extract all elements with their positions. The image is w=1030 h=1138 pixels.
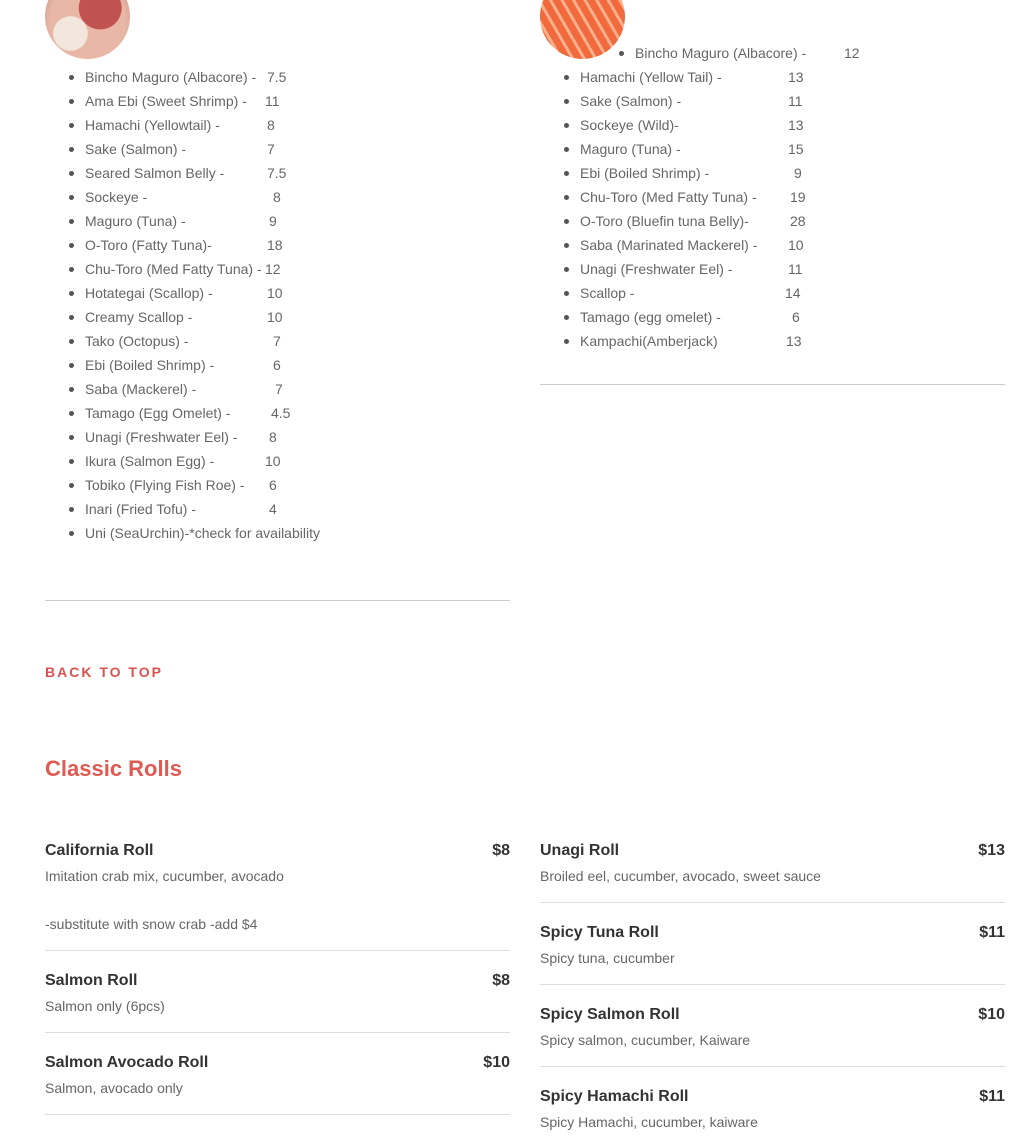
nigiri-item [85, 185, 320, 209]
nigiri-item [635, 41, 860, 65]
nigiri-item-price: 11 [265, 93, 280, 109]
roll-price: $10 [483, 1054, 510, 1071]
nigiri-item-price: 13 [788, 69, 804, 85]
nigiri-item-price: 7.5 [267, 165, 287, 181]
nigiri-photo-right [540, 0, 625, 59]
nigiri-item [85, 377, 320, 401]
nigiri-item [580, 209, 806, 233]
nigiri-item [580, 185, 806, 209]
nigiri-item-price: 12 [265, 261, 281, 277]
section-divider-right [540, 384, 1005, 385]
nigiri-item-name: Ebi (Boiled Shrimp) - [85, 357, 215, 373]
roll-name: Salmon Roll [45, 972, 138, 989]
nigiri-item-name: Hotategai (Scallop) - [85, 285, 213, 301]
nigiri-item-price: 6 [273, 357, 281, 373]
roll-divider [45, 1032, 510, 1033]
nigiri-item-name: Sake (Salmon) - [85, 141, 187, 157]
nigiri-item-price: 10 [265, 453, 281, 469]
nigiri-item [85, 305, 320, 329]
nigiri-item-name: Tobiko (Flying Fish Roe) - [85, 477, 245, 493]
nigiri-item-name: Creamy Scallop - [85, 309, 193, 325]
nigiri-item [85, 281, 320, 305]
nigiri-item [85, 209, 320, 233]
nigiri-item-price: 7 [273, 333, 281, 349]
nigiri-item-price: 28 [790, 213, 806, 229]
nigiri-item-name: Sockeye (Wild)- [580, 117, 679, 133]
nigiri-item-price: 10 [788, 237, 804, 253]
roll-name: California Roll [45, 842, 154, 859]
nigiri-item-name: O-Toro (Fatty Tuna)- [85, 237, 212, 253]
nigiri-item-name: Bincho Maguro (Albacore) - [85, 69, 257, 85]
nigiri-item [85, 473, 320, 497]
roll-divider [540, 984, 1005, 985]
nigiri-item [580, 233, 804, 257]
roll-name: Spicy Salmon Roll [540, 1006, 680, 1023]
nigiri-item [85, 353, 320, 377]
roll-description: Spicy tuna, cucumber [540, 950, 675, 966]
nigiri-item [580, 329, 802, 353]
nigiri-item [85, 233, 320, 257]
roll-description: Spicy Hamachi, cucumber, kaiware [540, 1114, 758, 1130]
nigiri-item-price: 13 [788, 117, 804, 133]
roll-name: Unagi Roll [540, 842, 620, 859]
nigiri-item-name: Maguro (Tuna) - [85, 213, 186, 229]
roll-price: $11 [979, 1088, 1005, 1105]
roll-divider [45, 1114, 510, 1115]
nigiri-item-price: 4 [269, 501, 277, 517]
nigiri-item-price: 15 [788, 141, 804, 157]
nigiri-item-name: Uni (SeaUrchin)-*check for availability [85, 525, 320, 541]
nigiri-item-price: 18 [267, 237, 283, 253]
nigiri-item-name: Saba (Marinated Mackerel) - [580, 237, 758, 253]
roll-divider [540, 902, 1005, 903]
nigiri-item-name: Scallop - [580, 285, 635, 301]
nigiri-item-name: Kampachi(Amberjack) [580, 333, 718, 349]
roll-price: $8 [492, 842, 510, 859]
back-to-top-link[interactable]: BACK TO TOP [45, 664, 163, 680]
nigiri-item-price: 11 [788, 261, 803, 277]
nigiri-item [580, 113, 804, 137]
nigiri-item [580, 161, 802, 185]
nigiri-item-name: Hamachi (Yellow Tail) - [580, 69, 722, 85]
nigiri-item-name: Tako (Octopus) - [85, 333, 189, 349]
nigiri-item [580, 257, 803, 281]
nigiri-item-name: Chu-Toro (Med Fatty Tuna) - [580, 189, 757, 205]
nigiri-item-price: 9 [794, 165, 802, 181]
nigiri-item-name: Hamachi (Yellowtail) - [85, 117, 220, 133]
roll-name: Salmon Avocado Roll [45, 1054, 209, 1071]
nigiri-item-name: Tamago (Egg Omelet) - [85, 405, 231, 421]
nigiri-list-right-first [635, 41, 860, 65]
nigiri-item-price: 7.5 [267, 69, 287, 85]
nigiri-item-price: 12 [844, 45, 860, 61]
roll-description: Salmon only (6pcs) [45, 998, 165, 1014]
nigiri-item [580, 65, 804, 89]
roll-price: $8 [492, 972, 510, 989]
nigiri-item [85, 89, 320, 113]
nigiri-item-name: Chu-Toro (Med Fatty Tuna) - [85, 261, 262, 277]
nigiri-list-right [580, 65, 806, 353]
roll-price: $11 [979, 924, 1005, 941]
nigiri-item [85, 65, 320, 89]
nigiri-item-price: 11 [788, 93, 803, 109]
nigiri-item [85, 425, 320, 449]
roll-description: Broiled eel, cucumber, avocado, sweet sauce [540, 868, 821, 884]
roll-name: Spicy Tuna Roll [540, 924, 659, 941]
nigiri-item-price: 10 [267, 285, 283, 301]
nigiri-photo-left [45, 0, 130, 59]
roll-description: Salmon, avocado only [45, 1080, 183, 1096]
nigiri-item-name: Ikura (Salmon Egg) - [85, 453, 215, 469]
nigiri-item-name: O-Toro (Bluefin tuna Belly)- [580, 213, 749, 229]
nigiri-item-name: Seared Salmon Belly - [85, 165, 225, 181]
nigiri-item [580, 305, 800, 329]
nigiri-item-price: 19 [790, 189, 806, 205]
nigiri-item-price: 7 [267, 141, 275, 157]
roll-price: $13 [978, 842, 1005, 859]
nigiri-item [85, 521, 320, 545]
nigiri-item [85, 161, 320, 185]
nigiri-item-price: 14 [785, 285, 801, 301]
nigiri-item [580, 89, 803, 113]
nigiri-item-name: Inari (Fried Tofu) - [85, 501, 196, 517]
nigiri-item-price: 10 [267, 309, 283, 325]
nigiri-item-name: Tamago (egg omelet) - [580, 309, 721, 325]
nigiri-item-name: Ama Ebi (Sweet Shrimp) - [85, 93, 247, 109]
nigiri-item [85, 113, 320, 137]
nigiri-item-price: 9 [269, 213, 277, 229]
roll-note: -substitute with snow crab -add $4 [45, 916, 258, 932]
nigiri-item [85, 401, 320, 425]
nigiri-item [85, 449, 320, 473]
roll-divider [540, 1066, 1005, 1067]
nigiri-item-price: 8 [273, 189, 281, 205]
nigiri-item-name: Sake (Salmon) - [580, 93, 682, 109]
nigiri-item [85, 137, 320, 161]
nigiri-item [580, 137, 804, 161]
nigiri-item-price: 6 [792, 309, 800, 325]
nigiri-item-price: 6 [269, 477, 277, 493]
nigiri-item [85, 257, 320, 281]
nigiri-item-price: 8 [269, 429, 277, 445]
nigiri-item-name: Bincho Maguro (Albacore) - [635, 45, 807, 61]
nigiri-item-price: 4.5 [271, 405, 291, 421]
nigiri-item-price: 7 [275, 381, 283, 397]
nigiri-item [85, 497, 320, 521]
nigiri-item-name: Unagi (Freshwater Eel) - [85, 429, 238, 445]
roll-divider [45, 950, 510, 951]
roll-description: Imitation crab mix, cucumber, avocado [45, 868, 284, 884]
nigiri-item [85, 329, 320, 353]
nigiri-item-name: Saba (Mackerel) - [85, 381, 197, 397]
nigiri-item-name: Ebi (Boiled Shrimp) - [580, 165, 710, 181]
section-divider-left [45, 600, 510, 601]
roll-name: Spicy Hamachi Roll [540, 1088, 689, 1105]
nigiri-item-name: Sockeye - [85, 189, 148, 205]
nigiri-list-left [85, 65, 320, 545]
roll-description: Spicy salmon, cucumber, Kaiware [540, 1032, 751, 1048]
roll-price: $10 [978, 1006, 1005, 1023]
nigiri-item-name: Maguro (Tuna) - [580, 141, 681, 157]
nigiri-item [580, 281, 801, 305]
nigiri-item-name: Unagi (Freshwater Eel) - [580, 261, 733, 277]
nigiri-item-price: 8 [267, 117, 275, 133]
nigiri-item-price: 13 [786, 333, 802, 349]
section-title: Classic Rolls [45, 756, 182, 781]
